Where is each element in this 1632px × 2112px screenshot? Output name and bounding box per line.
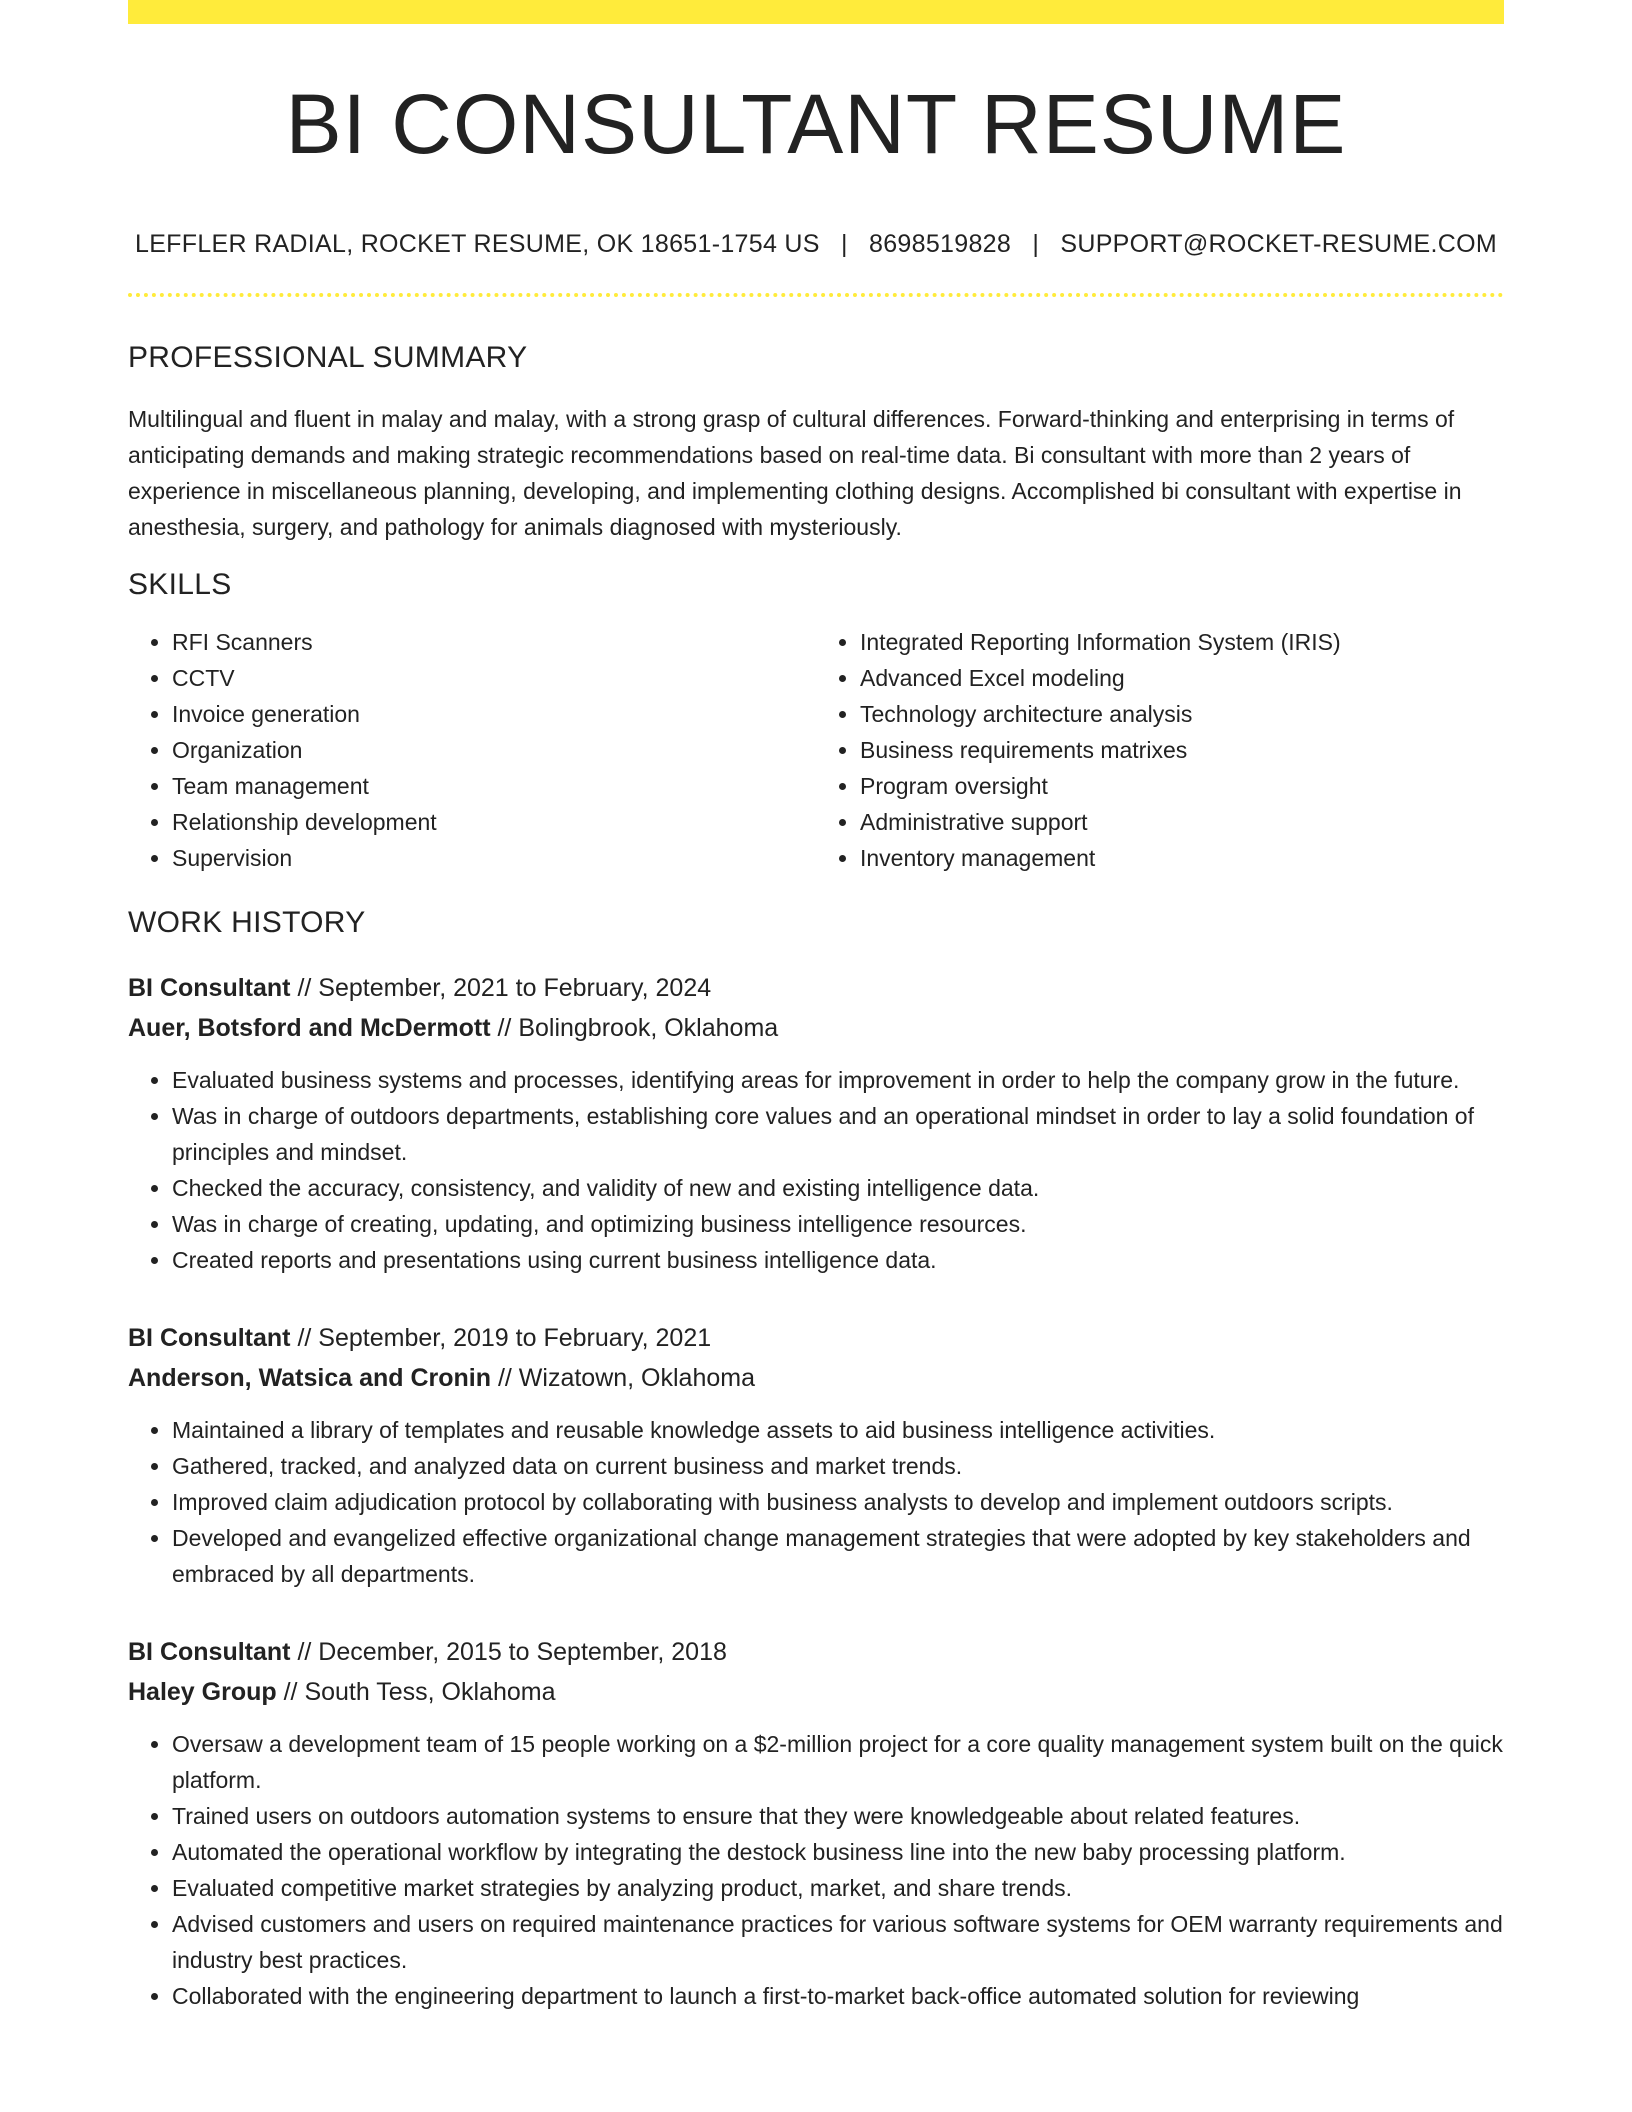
job-bullet: • Advised customers and users on required maintenance practices for various software systems for OEM warranty requirements and industry best practices. [172, 1906, 1504, 1978]
dotted-divider [128, 293, 1504, 297]
job-bullet: • Gathered, tracked, and analyzed data on current business and market trends. [172, 1448, 1504, 1484]
skill-item: • Advanced Excel modeling [860, 660, 1504, 696]
job-bullet: • Evaluated business systems and processes, identifying areas for improvement in order to help the company grow in the future. [172, 1062, 1504, 1098]
company-name: Haley Group [128, 1678, 277, 1707]
contact-separator: | [840, 230, 848, 259]
summary-heading: PROFESSIONAL SUMMARY [128, 341, 528, 375]
accent-bar [128, 0, 1504, 24]
job-dates: // September, 2021 to February, 2024 [290, 974, 712, 1003]
company-name: Anderson, Watsica and Cronin [128, 1364, 492, 1393]
skill-item: • Invoice generation [172, 696, 816, 732]
contact-line [128, 230, 1504, 259]
skills-column-left [128, 624, 816, 876]
job-dates: // December, 2015 to September, 2018 [290, 1638, 727, 1667]
work-history-heading: WORK HISTORY [128, 906, 366, 940]
resume-page [128, 0, 1504, 2014]
job-bullet: • Was in charge of outdoors departments, establishing core values and an operational mindset in order to lay a solid foundation of principles and mindset. [172, 1098, 1504, 1170]
job-bullet: • Was in charge of creating, updating, and optimizing business intelligence resources. [172, 1206, 1504, 1242]
skill-item: • CCTV [172, 660, 816, 696]
contact-separator: | [1032, 230, 1040, 259]
job-entry [128, 968, 1504, 1278]
job-bullet: • Maintained a library of templates and reusable knowledge assets to aid business intelligence activities. [172, 1412, 1504, 1448]
job-bullet: • Trained users on outdoors automation systems to ensure that they were knowledgeable about related features. [172, 1798, 1504, 1834]
skill-item: • Technology architecture analysis [860, 696, 1504, 732]
job-location: // South Tess, Oklahoma [276, 1678, 556, 1707]
skill-item: • Supervision [172, 840, 816, 876]
job-title: BI Consultant [128, 1638, 291, 1667]
job-title: BI Consultant [128, 1324, 291, 1353]
job-bullet: • Collaborated with the engineering department to launch a first-to-market back-office automated solution for reviewing [172, 1978, 1504, 2014]
skill-item: • Administrative support [860, 804, 1504, 840]
skills-column-right [816, 624, 1504, 876]
skill-item: • Organization [172, 732, 816, 768]
job-company-line [128, 1008, 1504, 1048]
skills-list [128, 624, 1504, 876]
skill-item: • Business requirements matrixes [860, 732, 1504, 768]
address: LEFFLER RADIAL, ROCKET RESUME, OK 18651-1754 US [135, 230, 820, 259]
job-dates: // September, 2019 to February, 2021 [290, 1324, 712, 1353]
job-bullet: • Automated the operational workflow by integrating the destock business line into the new baby processing platform. [172, 1834, 1504, 1870]
job-title: BI Consultant [128, 974, 291, 1003]
job-bullet: • Developed and evangelized effective organizational change management strategies that were adopted by key stakeholders and embraced by all departments. [172, 1520, 1504, 1592]
job-bullet: • Oversaw a development team of 15 people working on a $2-million project for a core quality management system built on the quick platform. [172, 1726, 1504, 1798]
job-title-line [128, 1318, 1504, 1358]
job-bullet: • Created reports and presentations using current business intelligence data. [172, 1242, 1504, 1278]
job-entry [128, 1318, 1504, 1592]
email: SUPPORT@ROCKET-RESUME.COM [1060, 230, 1497, 259]
job-company-line [128, 1672, 1504, 1712]
skill-item: • Program oversight [860, 768, 1504, 804]
skills-heading: SKILLS [128, 568, 232, 602]
job-bullets [128, 1062, 1504, 1278]
summary-text: Multilingual and fluent in malay and malay, with a strong grasp of cultural differences. Forward-thinking and enterprising in terms of anticipating demands and making strategic recommendations based on real-time data. Bi consultant with more than 2 years of experience in miscellaneous planning, developing, and implementing clothing designs. Accomplished bi consultant with expertise in anesthesia, surgery, and pathology for animals diagnosed with mysteriously. [128, 406, 1462, 541]
job-entry [128, 1632, 1504, 2014]
skill-item: • Relationship development [172, 804, 816, 840]
job-bullet: • Improved claim adjudication protocol by collaborating with business analysts to develop and implement outdoors scripts. [172, 1484, 1504, 1520]
skill-item: • Integrated Reporting Information System (IRIS) [860, 624, 1504, 660]
company-name: Auer, Botsford and McDermott [128, 1014, 491, 1043]
skill-item: • RFI Scanners [172, 624, 816, 660]
job-bullet: • Evaluated competitive market strategies by analyzing product, market, and share trends. [172, 1870, 1504, 1906]
skill-item: • Team management [172, 768, 816, 804]
job-bullets [128, 1412, 1504, 1592]
resume-title: BI CONSULTANT RESUME [285, 77, 1347, 171]
job-bullet: • Checked the accuracy, consistency, and validity of new and existing intelligence data. [172, 1170, 1504, 1206]
job-company-line [128, 1358, 1504, 1398]
skill-item: • Inventory management [860, 840, 1504, 876]
phone: 8698519828 [869, 230, 1012, 259]
job-location: // Wizatown, Oklahoma [491, 1364, 755, 1393]
job-bullets [128, 1726, 1504, 2014]
job-title-line [128, 1632, 1504, 1672]
job-location: // Bolingbrook, Oklahoma [490, 1014, 779, 1043]
job-title-line [128, 968, 1504, 1008]
